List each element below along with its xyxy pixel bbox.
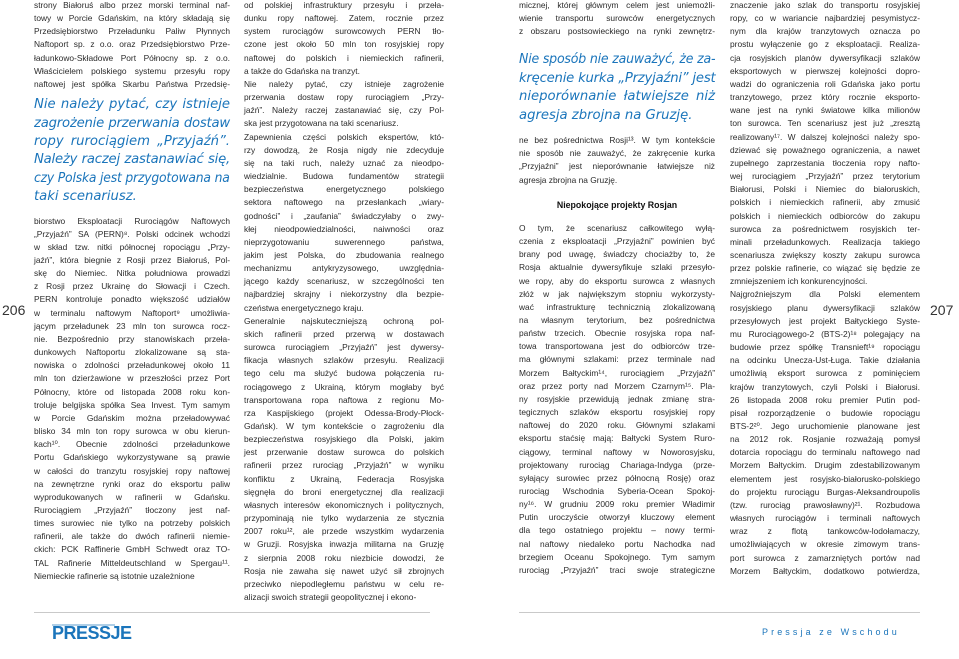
text-line: naftowej do polskich i niemieckich rafinerii, — [244, 52, 444, 63]
text-line: rurociąg „Przyjaźń” traci swoje strategiczne — [519, 564, 715, 575]
text-line: ciągowy, terminal naftowy w Noworosyjsku, — [519, 446, 715, 457]
text-line: surowca rurociągiem „Przyjaźń” jest dywersy- — [244, 342, 444, 353]
text-line: rafinerii, ale także do dwóch rafinerii niemie- — [34, 531, 230, 542]
text-line: surowca za pośrednictwem rosyjskich ter- — [730, 223, 920, 234]
text-line: (tzw. rurociąg prawosławny)²¹. Rozbudowa — [730, 499, 920, 510]
right-page-number: 207 — [930, 302, 954, 318]
text-line: dunkowych Naftoportu zlokalizowane są sta- — [34, 347, 230, 358]
text-line: dla tego ostatniego projektu – nowy termi- — [519, 525, 715, 536]
text-line: kach¹⁰. Obecnie zdolności przeładunkowe — [34, 439, 230, 450]
text-line: sektora naftowego na przesłankach „wiary- — [244, 197, 444, 208]
text-line: nieprzygotowaniu suwerennego państwa, — [244, 236, 444, 247]
text-line: ne bez pośrednictwa Rosji¹³. W tym kontekście — [519, 135, 715, 146]
text-line: brzegiem Oceanu Spokojnego. Tym samym — [519, 551, 715, 562]
footer-title: Pressja ze Wschodu — [762, 627, 900, 637]
text-line: PERN kontroluje ponadto większość udziałów — [34, 294, 230, 305]
text-line: czenia z eksploatacji „Przyjaźni” powinien być — [519, 236, 715, 247]
pull-quote-line: Nie należy pytać, czy istnieje — [34, 97, 230, 113]
pull-quote — [34, 96, 230, 206]
text-line: nal naftowy niedaleko portu Nachodka nad — [519, 538, 715, 549]
text-line: własnych rurociągów i terminali naftowych — [730, 513, 920, 524]
column-4 — [730, 0, 920, 599]
text-line: jest przerwanie dostaw surowca do polskich — [244, 447, 444, 458]
text-line: 2007 roku¹², ale przede wszystkim wydarzenia — [244, 526, 444, 537]
text-line: skich rafinerii przed przerwą w dostawach — [244, 328, 444, 339]
text-line: wraz z flotą tankowców-lodołamaczy, — [730, 526, 920, 537]
text-line: micznej, której głównym celem jest uniemożli- — [519, 0, 715, 10]
text-line: Rosja aktualnie dywersyfikuje szlaki przesyło- — [519, 262, 715, 273]
pull-quote-line: ropy rurociągiem „Przyjaźń”. — [34, 133, 230, 149]
text-line: realizowany¹⁷. W dalszej kolejności należy spo- — [730, 131, 920, 142]
text-line: Gdańsk). W tym kontekście o zagrożeniu dla — [244, 421, 444, 431]
text-line: zmniejszeniem ich konkurencyjności. — [730, 276, 868, 287]
text-line: scenariusza zwiększy koszty zakupu surowca — [730, 249, 920, 260]
text-line: towa transportowana jest do odbiorców trze- — [519, 341, 715, 352]
text-line: blisko 34 mln ton ropy surowca w obu kierun- — [34, 426, 230, 437]
text-line: znaczenie jako szlak do transportu rosyjskiej — [730, 0, 920, 10]
text-line: się na taki ruch, należy uznać za nieodpo- — [244, 157, 444, 168]
text-line: Naftoport sp. z o.o. oraz Przedsiębiorstwo Prze- — [34, 39, 230, 50]
text-line: we ropy, aby do eksportu surowca z własnych — [519, 275, 715, 286]
text-line: godności” i „zaufania” świadczyłaby o zwy- — [244, 210, 444, 221]
text-line: naftowej do 2020 roku. Głównymi szlakami — [519, 420, 715, 431]
text-line: ma głównymi szlakami: przez terminale nad — [519, 354, 715, 365]
text-line: jakim jest Polska, do zbudowania realnego — [244, 249, 444, 260]
text-line: wyprodukowanych w rafinerii w Gdańsku. — [34, 491, 230, 502]
text-line: dunku ropy naftowej. Zatem, rocznie przez — [244, 13, 444, 24]
text-line: Północny, które od listopada 2008 roku kon- — [34, 386, 230, 397]
section-heading: Niepokojące projekty Rosjan — [556, 199, 678, 210]
text-line: troluje belgijska spółka Sea Invest. Tym samym — [34, 399, 230, 410]
text-line: nym dla krajów tranzytowych oznacza po — [730, 26, 920, 37]
footer-rule-right — [519, 612, 920, 613]
text-line: wiedzialnie. Budowa fundamentów strategii — [244, 171, 444, 182]
text-line: polskich i niemieckich rafinerii, aby zmusić — [730, 197, 920, 208]
text-line: ładunkowo-Składowe Port Północny sp. z o.o. — [34, 52, 230, 63]
text-line: dotarcia ropociągu do terminalu naftowego nad — [730, 447, 920, 458]
text-line: Portu Gdańskiego wykorzystywane są prawie — [34, 452, 230, 463]
text-line: przerwania dostaw ropy rurociągiem „Przy- — [244, 92, 444, 103]
text-line: czeństwa energetycznego kraju. — [244, 302, 364, 313]
text-line: krajów tranzytowych, czyli Polski i Białorusi. — [730, 381, 920, 392]
text-line: bezpieczeństwa energetycznego polskiego — [244, 184, 444, 195]
footer-rule-left — [34, 612, 430, 613]
text-line: nie. Bezpośrednio przy stanowiskach przeła- — [34, 333, 230, 344]
text-line: dziewać się poważnego ograniczenia, a nawet — [730, 144, 920, 155]
text-line: rza Kaspijskiego (projekt Odessa-Brody-Płock- — [244, 407, 444, 418]
text-line: wienie transportu surowców energetycznych — [519, 13, 715, 24]
text-line: mu Rurociągowego-2 (BTS-2)¹⁸ polegający na — [730, 328, 920, 339]
text-line: biorstwo Eksploatacji Rurociągów Naftowych — [34, 215, 230, 226]
text-line: minali przeładunkowych. Realizacja takiego — [730, 236, 920, 247]
paragraph — [519, 0, 715, 38]
text-line: strony Białoruś albo przez morski terminal naf- — [34, 0, 230, 10]
text-line: ton surowca. Ten scenariusz jest już „zresztą — [730, 118, 920, 129]
text-line: O tym, że scenariusz całkowitego wyłą- — [519, 222, 715, 233]
text-line: „Przyjaźń” SA (PERN)⁸. Polski odcinek wchodzi — [34, 228, 230, 239]
text-line: ska jest przygotowana na taki scenariusz. — [244, 118, 399, 129]
text-line: na 2012 rok. Rosjanie rozważają pomysł — [730, 434, 920, 445]
paragraph — [34, 215, 230, 583]
text-line: fikacja własnych szlaków przesyłu. Realizacji — [244, 355, 444, 366]
text-line: nowiska o zdolności przeładunkowej około 11 — [34, 360, 230, 371]
text-line: umożliwiających w okresie zimowym trans- — [730, 539, 920, 550]
text-line: jącym przeładunek 23 mln ton surowca rocz- — [34, 320, 230, 331]
text-line: system rurociągów surowcowych PERN tło- — [244, 26, 444, 37]
pressje-logo — [51, 622, 132, 643]
text-line: czone jest około 50 mln ton rosyjskiej ropy — [244, 39, 444, 50]
text-line: transportowana ropa naftowa z regionu Mo- — [244, 394, 444, 405]
text-line: z Rosji przez Ukrainę do Słowacji i Czech. — [34, 281, 230, 292]
pull-quote-line: Nie sposób nie zauważyć, że za- — [519, 52, 716, 68]
left-page-number: 206 — [2, 302, 26, 318]
text-line: rociągowego z Ukrainą, którym mogłaby być — [244, 381, 444, 392]
text-line: projektowany rurociąg Chariaga-Indyga (prze- — [519, 459, 715, 470]
text-line: „Przyjaźni” jest nieporównanie łatwiejsze niż — [519, 161, 715, 172]
paragraph — [519, 222, 715, 577]
pull-quote-line: agresja zbrojna na Gruzję. — [519, 107, 693, 123]
text-line: Morzem Bałtyckim. Drugim zdestabilizowanym — [730, 460, 920, 471]
text-line: przypominają nie tylko wydarzenia ze stycznia — [244, 513, 444, 524]
text-line: z obszaru postsowieckiego na rynki zewnętrz- — [519, 26, 715, 37]
text-line: wadzi do ograniczenia roli Gdańska jako portu — [730, 78, 920, 89]
text-line: a także do Gdańska na tranzyt. — [244, 65, 360, 76]
text-line: naftowej jest spółka Skarbu Państwa Przedsię- — [34, 78, 230, 89]
text-line: rafinerii przez rurociąg „Przyjaźń” w wyniku — [244, 460, 444, 471]
text-line: rurociąg Wschodnia Syberia-Ocean Spokoj- — [519, 486, 715, 496]
text-line: alizacji swoich strategii geopolitycznej i ekono- — [244, 592, 417, 603]
text-line: Rurociągiem „Przyjaźń” tłoczony jest naf- — [34, 504, 230, 515]
text-line: polskich i niemieckich odbiorców do zakupu — [730, 210, 920, 221]
text-line: Rosja nie zawaha się nawet użyć sił zbrojnych — [244, 565, 444, 576]
text-line: przesyłowych jest projekt Bałtyckiego Syste- — [730, 315, 920, 326]
text-line: jącego każdy scenariusz, w szczególności ten — [244, 276, 444, 287]
text-line: ny¹⁶. W grudniu 2009 roku premier Władimir — [519, 499, 715, 510]
text-line: Białorusi, Polski i Niemiec do białoruskich, — [730, 184, 920, 195]
text-line: budowie przez spółkę Transnieft¹⁹ ropociągu — [730, 342, 920, 353]
text-line: państw trzecich. Obecnie rosyjska ropa naf- — [519, 328, 715, 339]
column-3 — [519, 0, 715, 599]
text-line: prostu wyłączenie go z eksploatacji. Realiza- — [730, 39, 920, 50]
text-line: eksportowych w pierwszej kolejności dopro- — [730, 65, 920, 76]
text-line: w Gruzji. Rosyjska inwazja militarna na Gruzję — [244, 539, 444, 550]
text-line: BTS-2²⁰. Jego uruchomienie planowane jest — [730, 421, 920, 431]
text-line: towy w Porcie Gdańskim, na który składają się — [34, 13, 230, 24]
pull-quote-line: zagrożenie przerwania dostaw — [34, 115, 230, 131]
pull-quote — [519, 51, 715, 125]
column-2 — [244, 0, 444, 603]
text-line: przez polskie rafinerie, co wiązać się będzie ze — [730, 263, 920, 274]
text-line: nie sposób nie zauważyć, że zakręcenie kurka — [519, 148, 715, 159]
text-line: własnych interesów ekonomicznych i politycznych, — [244, 499, 444, 510]
paragraph — [519, 134, 715, 187]
text-line: tranzytowego, przez który rocznie eksporto- — [730, 92, 920, 103]
text-line: ropy, co w wariancie najbardziej pesymistycz- — [730, 13, 920, 24]
text-line: Zapewnienia części polskich ekspertów, któ- — [244, 131, 444, 142]
text-line: eksportu staćsię mają: Bałtycki System Ruro- — [519, 433, 715, 444]
text-line: na odcinku Unecza-Ust-Ługa. Takie działania — [730, 355, 920, 366]
text-line: ckich: PCK Raffinerie GmbH Schwedt oraz TO- — [34, 544, 230, 555]
text-line: jaźń”. Należy raczej zastanawiać się, czy Pol- — [244, 105, 444, 116]
text-line: w skład tzw. nitki północnej ropociągu „Przy- — [34, 241, 230, 252]
text-line: sięgnęła do broni energetycznej dla realizacji — [244, 486, 444, 497]
pull-quote-line: taki scenariusz. — [34, 189, 137, 205]
text-line: kłej nieodpowiedzialności, naiwności oraz — [244, 223, 444, 234]
text-line: w terminalu naftowym Naftoport⁹ umożliwia- — [34, 307, 230, 318]
text-line: konfliktu z Ukrainą, Federacja Rosyjska — [244, 473, 444, 484]
text-line: Morzem Bałtyckim¹⁴, rurociągiem „Przyjaźń” — [519, 367, 715, 378]
text-line: Przedsiębiorstwo Przeładunku Paliw Płynnych — [34, 26, 230, 37]
pull-quote-line: czy Polska jest przygotowana na — [34, 170, 230, 186]
text-line: najbardziej skrajny i niekorzystny dla bezpie- — [244, 289, 444, 300]
text-line: ny rosyjskie przewidują jednak zmianę stra- — [519, 393, 715, 404]
text-line: złóż w jak największym stopniu wykorzysty- — [519, 288, 715, 299]
text-line: agresja zbrojna na Gruzję. — [519, 174, 618, 185]
text-line: umożliwią eksport surowca z pominięciem — [730, 368, 920, 379]
text-line: na własnym terytorium, bez pośrednictwa — [519, 314, 715, 325]
pull-quote-line: kręcenie kurka „Przyjaźni” jest — [519, 70, 716, 86]
text-line: times surowiec nie tylko na potrzeby polskich — [34, 518, 230, 529]
text-line: cja rosyjskich planów dywersyfikacji szlaków — [730, 52, 920, 63]
text-line: tego celu ma służyć budowa połączenia ru- — [244, 368, 444, 379]
text-line: tegicznych szlaków eksportu rosyjskiej ropy — [519, 407, 715, 418]
text-line: od polskiej infrastruktury przesyłu i przeła- — [244, 0, 444, 10]
text-line: Generalnie najskuteczniejszą ochroną pol- — [244, 315, 444, 326]
text-line: w Porcie Gdańskim można przeładowywać — [34, 412, 230, 423]
text-line: na zewnętrzne rynki oraz do eksportu paliw — [34, 478, 230, 489]
text-line: elementem jest rosyjsko-białorusko-polskiego — [730, 473, 920, 484]
text-line: rzy dowodzą, że Rosja nigdy nie zdecyduje — [244, 144, 444, 155]
text-line: brany pod uwagę, świadczy chociażby to, że — [519, 249, 715, 260]
text-line: przeciwko niepodległemu państwu w celu re- — [244, 578, 444, 589]
text-line: wać infrastrukturę technicznią zlokalizowaną — [519, 301, 715, 312]
text-line: Putin uroczyście otworzył kluczowy element — [519, 512, 715, 523]
text-line: mln ton dzierżawione w przeszłości przez Port — [34, 373, 230, 384]
text-line: syłający surowiec przez północną Rosję) oraz — [519, 472, 715, 483]
text-line: 26 listopada 2008 roku premier Putin pod- — [730, 394, 920, 405]
column-1 — [34, 0, 230, 599]
text-line: Morzem Bałtyckim, dodatkowo potwierdza, — [730, 565, 920, 576]
text-line: wane jest na rynki światowe kilka milionów — [730, 105, 920, 116]
logo-text: PRESSJE — [52, 623, 132, 643]
text-line: Niemieckie rafinerie są istotnie uzależnione — [34, 570, 195, 581]
text-line: z sierpnia 2008 roku niezbicie dowodzi, że — [244, 552, 444, 563]
text-line: TAL Rafinerie Mitteldeutschland w Spergau¹¹. — [34, 557, 230, 568]
text-line: Najgroźniejszym dla Polski elementem — [730, 289, 920, 300]
text-line: w całości do tranzytu rosyjskiej ropy naftowej — [34, 465, 230, 476]
pull-quote-line: nieporównanie łatwiejsze niż — [519, 89, 715, 105]
text-line: Nie należy pytać, czy istnieje zagrożenie — [244, 78, 444, 89]
text-line: oraz przez porty nad Morzem Czarnym¹⁵. Pla- — [519, 380, 715, 391]
text-line: Właścicielem polskiego systemu przesyłu ropy — [34, 65, 230, 76]
text-line: do projektu rurociągu Burgas-Aleksandroupolis — [730, 486, 920, 497]
text-line: zupełnego zaprzestania tłoczenia ropy nafto- — [730, 157, 920, 168]
text-line: skę do Niemiec. Nitka południowa prowadzi — [34, 268, 230, 279]
text-line: bezpieczeństwa rosyjskiego dla Polski, jakim — [244, 434, 444, 445]
pull-quote-line: Należy raczej zastanawiać się, — [34, 152, 230, 168]
text-line: port surowca z zamarzniętych portów nad — [730, 552, 920, 563]
text-line: rosyjskiego planu dywersyfikacji szlaków — [730, 302, 920, 313]
text-line: mechanizmu antykryzysowego, uwzględnia- — [244, 263, 444, 274]
text-line: wej rurociągiem „Przyjaźń” przez terytorium — [730, 171, 920, 182]
text-line: pisał rozporządzenie o budowie ropociągu — [730, 407, 920, 418]
text-line: jaźń”, która biegnie z Rosji przez Białoruś, Pol- — [34, 255, 230, 265]
paragraph — [34, 0, 230, 91]
